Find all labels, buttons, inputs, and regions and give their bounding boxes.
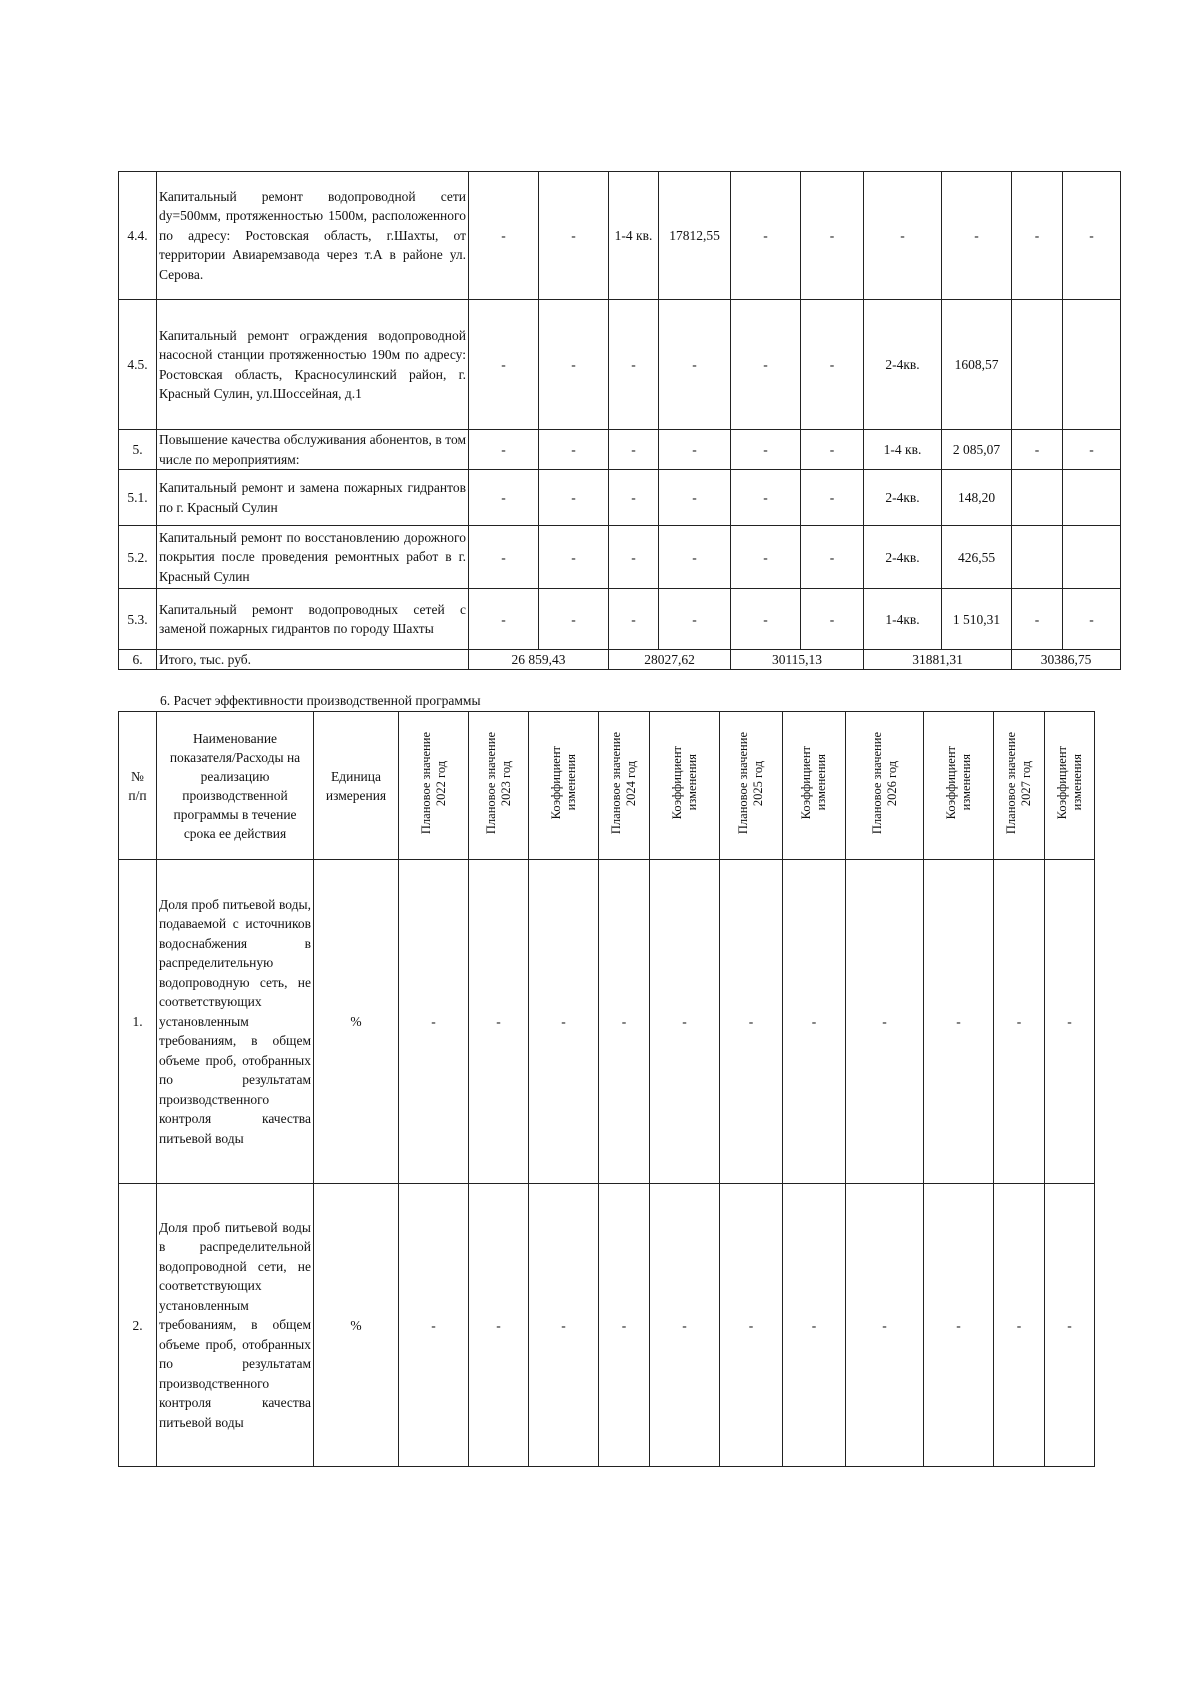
header-col-label: Коэффициент изменения: [943, 746, 973, 820]
cell-value: -: [399, 860, 469, 1184]
cell-value: 2-4кв.: [864, 526, 942, 589]
cell-value: -: [539, 300, 609, 430]
cell-value: -: [720, 1184, 783, 1467]
cell-value: -: [801, 470, 864, 526]
cell-value: [1012, 470, 1063, 526]
table-row: [119, 526, 1121, 589]
cell-value: -: [659, 300, 731, 430]
cell-value: -: [539, 430, 609, 470]
cell-value: 1 510,31: [942, 589, 1012, 650]
cell-value: -: [864, 172, 942, 300]
row-number: 4.4.: [119, 172, 157, 300]
header-col: [720, 712, 783, 860]
header-col: [650, 712, 720, 860]
cell-value: -: [924, 860, 994, 1184]
cell-value: -: [924, 1184, 994, 1467]
cell-value: -: [659, 526, 731, 589]
table-row: [119, 300, 1121, 430]
cell-value: -: [731, 172, 801, 300]
cell-value: -: [1063, 589, 1121, 650]
row-name: Капитальный ремонт водопроводных сетей с заменой пожарных гидрантов по городу Шахты: [157, 589, 469, 650]
header-col: [469, 712, 529, 860]
header-name: Наименование показателя/Расходы на реализацию производственной программы в течение срока ее действия: [157, 712, 314, 860]
total-value: 26 859,43: [469, 650, 609, 670]
cell-value: -: [539, 470, 609, 526]
cell-value: -: [529, 1184, 599, 1467]
cell-value: -: [1012, 589, 1063, 650]
cell-value: -: [650, 860, 720, 1184]
header-col: [924, 712, 994, 860]
cell-value: -: [469, 300, 539, 430]
cell-value: -: [720, 860, 783, 1184]
header-col: [846, 712, 924, 860]
cell-value: -: [801, 526, 864, 589]
cell-value: -: [1045, 1184, 1095, 1467]
header-col-label: Коэффициент изменения: [548, 746, 578, 820]
cell-value: 1608,57: [942, 300, 1012, 430]
cell-value: -: [1012, 430, 1063, 470]
total-value: 31881,31: [864, 650, 1012, 670]
cell-value: -: [783, 860, 846, 1184]
cell-value: -: [609, 589, 659, 650]
table-row: [119, 1184, 1095, 1467]
row-number: 1.: [119, 860, 157, 1184]
header-unit: Единица измерения: [314, 712, 399, 860]
cell-value: 17812,55: [659, 172, 731, 300]
cell-value: [1012, 300, 1063, 430]
header-col-label: Плановое значение 2023 год: [483, 731, 513, 835]
total-value: 30386,75: [1012, 650, 1121, 670]
cell-value: -: [650, 1184, 720, 1467]
cell-value: -: [539, 526, 609, 589]
efficiency-table: [118, 711, 1095, 1467]
cell-value: -: [599, 1184, 650, 1467]
total-row: [119, 650, 1121, 670]
cell-value: -: [942, 172, 1012, 300]
cell-value: 148,20: [942, 470, 1012, 526]
cell-value: [1012, 526, 1063, 589]
cell-value: -: [659, 430, 731, 470]
cell-value: -: [783, 1184, 846, 1467]
cell-value: -: [469, 860, 529, 1184]
cell-value: -: [469, 1184, 529, 1467]
cell-value: 426,55: [942, 526, 1012, 589]
cell-value: -: [529, 860, 599, 1184]
cell-value: -: [731, 300, 801, 430]
table-row: [119, 470, 1121, 526]
cell-value: [1063, 526, 1121, 589]
cell-value: -: [731, 589, 801, 650]
cell-value: -: [731, 526, 801, 589]
total-value: 28027,62: [609, 650, 731, 670]
row-name: Капитальный ремонт и замена пожарных гидрантов по г. Красный Сулин: [157, 470, 469, 526]
header-col: [399, 712, 469, 860]
header-row: [119, 712, 1095, 860]
cell-value: -: [1063, 430, 1121, 470]
cell-value: -: [609, 526, 659, 589]
total-value: 30115,13: [731, 650, 864, 670]
cell-value: -: [994, 860, 1045, 1184]
header-col-label: Коэффициент изменения: [669, 746, 699, 820]
cell-value: -: [539, 589, 609, 650]
row-unit: %: [314, 860, 399, 1184]
cell-value: -: [1045, 860, 1095, 1184]
cell-value: -: [731, 430, 801, 470]
total-label: Итого, тыс. руб.: [157, 650, 469, 670]
cell-value: -: [659, 589, 731, 650]
row-number: 4.5.: [119, 300, 157, 430]
cell-value: -: [994, 1184, 1045, 1467]
cell-value: -: [801, 172, 864, 300]
table-row: [119, 172, 1121, 300]
header-col: [994, 712, 1045, 860]
cell-value: -: [469, 589, 539, 650]
cell-value: [1063, 470, 1121, 526]
cell-value: -: [599, 860, 650, 1184]
cell-value: 2-4кв.: [864, 470, 942, 526]
header-col-label: Плановое значение 2026 год: [869, 731, 899, 835]
cell-value: -: [1012, 172, 1063, 300]
header-col-label: Коэффициент изменения: [1054, 746, 1084, 820]
row-number: 5.: [119, 430, 157, 470]
header-col-label: Плановое значение 2022 год: [418, 731, 448, 835]
cell-value: -: [659, 470, 731, 526]
investment-table: [118, 171, 1121, 670]
row-unit: %: [314, 1184, 399, 1467]
cell-value: -: [469, 430, 539, 470]
row-name: Капитальный ремонт ограждения водопроводной насосной станции протяженностью 190м по адресу: Ростовская область, Красносулинский район, г. Красный Сулин, ул.Шоссейная, д.1: [157, 300, 469, 430]
cell-value: -: [539, 172, 609, 300]
row-number: 5.3.: [119, 589, 157, 650]
table-row: [119, 430, 1121, 470]
header-col: [529, 712, 599, 860]
cell-value: -: [469, 526, 539, 589]
cell-value: -: [801, 430, 864, 470]
cell-value: -: [846, 1184, 924, 1467]
header-num: № п/п: [119, 712, 157, 860]
cell-value: 2 085,07: [942, 430, 1012, 470]
cell-value: -: [731, 470, 801, 526]
cell-value: -: [469, 172, 539, 300]
cell-value: -: [846, 860, 924, 1184]
cell-value: -: [609, 430, 659, 470]
table-row: [119, 860, 1095, 1184]
cell-value: -: [609, 300, 659, 430]
cell-value: 2-4кв.: [864, 300, 942, 430]
row-name: Доля проб питьевой воды, подаваемой с источников водоснабжения в распределительную водопроводную сеть, не соответствующих установленным требованиям, в общем объеме проб, отобранных по результатам производственного контроля качества питьевой воды: [157, 860, 314, 1184]
row-name: Доля проб питьевой воды в распределительной водопроводной сети, не соответствующих установленным требованиям, в общем объеме проб, отобранных по результатам производственного контроля качества питьевой воды: [157, 1184, 314, 1467]
row-number: 5.2.: [119, 526, 157, 589]
cell-value: -: [609, 470, 659, 526]
header-col: [783, 712, 846, 860]
cell-value: 1-4 кв.: [864, 430, 942, 470]
header-col: [599, 712, 650, 860]
header-col-label: Плановое значение 2025 год: [736, 731, 765, 835]
row-name: Капитальный ремонт водопроводной сети dy=500мм, протяженностью 1500м, расположенного по адресу: Ростовская область, г.Шахты, от территории Авиаремзавода через т.А в районе ул. Серова.: [157, 172, 469, 300]
row-number: 5.1.: [119, 470, 157, 526]
table-row: [119, 589, 1121, 650]
row-name: Повышение качества обслуживания абонентов, в том числе по мероприятиям:: [157, 430, 469, 470]
cell-value: -: [801, 589, 864, 650]
cell-value: -: [399, 1184, 469, 1467]
cell-value: [1063, 300, 1121, 430]
cell-value: 1-4кв.: [864, 589, 942, 650]
row-name: Капитальный ремонт по восстановлению дорожного покрытия после проведения ремонтных работ в г. Красный Сулин: [157, 526, 469, 589]
cell-value: -: [801, 300, 864, 430]
cell-value: -: [1063, 172, 1121, 300]
row-number: 2.: [119, 1184, 157, 1467]
header-col: [1045, 712, 1095, 860]
cell-value: 1-4 кв.: [609, 172, 659, 300]
header-col-label: Плановое значение 2024 год: [609, 731, 638, 835]
header-col-label: Плановое значение 2027 год: [1004, 731, 1033, 835]
header-col-label: Коэффициент изменения: [799, 746, 828, 820]
section-6-title: 6. Расчет эффективности производственной программы: [160, 693, 481, 708]
cell-value: -: [469, 470, 539, 526]
total-number: 6.: [119, 650, 157, 670]
